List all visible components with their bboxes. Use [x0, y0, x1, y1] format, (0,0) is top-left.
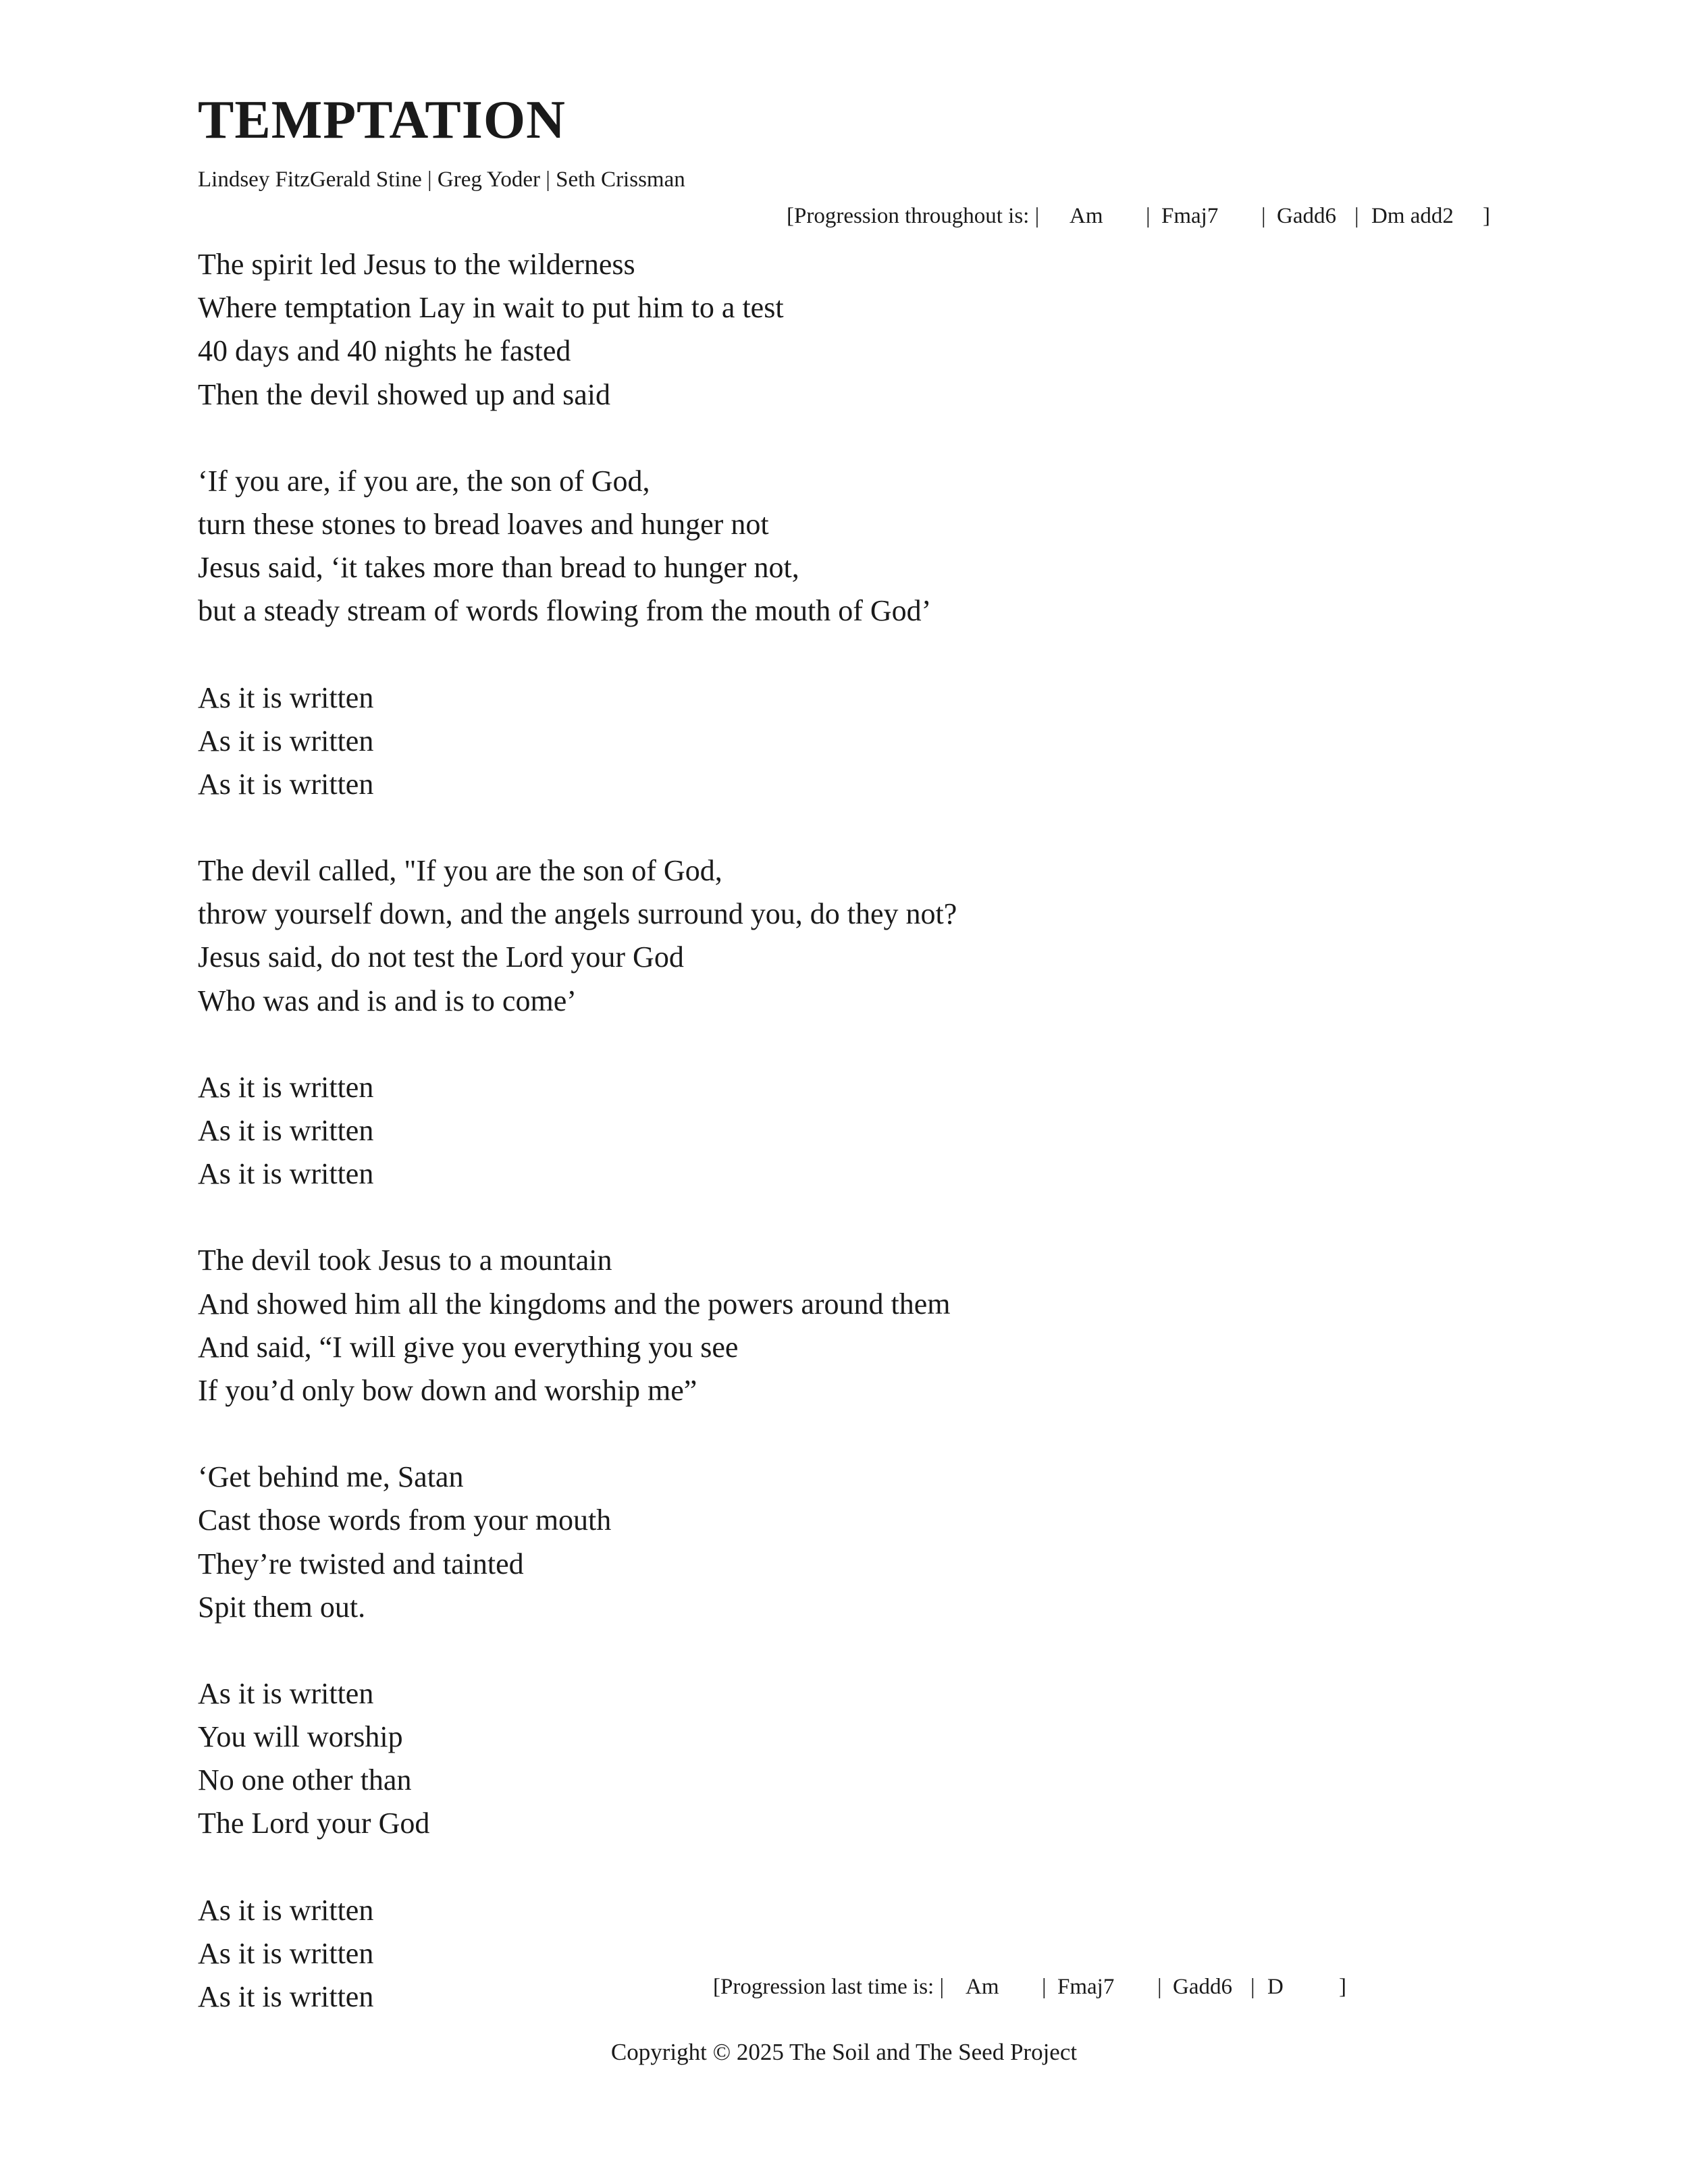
- stanza: [198, 676, 1481, 807]
- lyric-line: The Lord your God: [198, 1807, 430, 1840]
- lyric-line: Where temptation Lay in wait to put him to a test: [198, 291, 784, 325]
- chord-progression-throughout: [0, 205, 1688, 232]
- lyric-line: Spit them out.: [198, 1590, 366, 1624]
- chord: Dm add2: [1371, 204, 1454, 228]
- lyric-line: Jesus said, do not test the Lord your God: [198, 940, 684, 974]
- bracket-close: ]: [1483, 204, 1490, 228]
- song-title: TEMPTATION: [198, 90, 566, 150]
- bracket-close: ]: [1339, 1975, 1346, 1999]
- lyric-line: 40 days and 40 nights he fasted: [198, 334, 571, 368]
- lyric-line: If you’d only bow down and worship me”: [198, 1373, 697, 1407]
- lyric-line: ‘If you are, if you are, the son of God,: [198, 464, 650, 498]
- chord: Am: [966, 1975, 999, 1999]
- lyric-line: As it is written: [198, 1893, 374, 1927]
- chord: D: [1267, 1975, 1284, 1999]
- lyric-line: As it is written: [198, 681, 374, 714]
- lyric-line: And said, “I will give you everything you see: [198, 1330, 739, 1364]
- stanza: [198, 1456, 1481, 1629]
- bar-line: |: [1042, 1975, 1047, 1999]
- lyric-line: ‘Get behind me, Satan: [198, 1460, 464, 1494]
- chord: Gadd6: [1277, 204, 1336, 228]
- lyric-line: Who was and is and is to come’: [198, 984, 577, 1017]
- lyric-line: No one other than: [198, 1763, 412, 1797]
- lyric-line: The devil took Jesus to a mountain: [198, 1244, 612, 1277]
- lyric-line: The spirit led Jesus to the wilderness: [198, 248, 635, 281]
- lyric-line: turn these stones to bread loaves and hunger not: [198, 507, 769, 541]
- bar-line: |: [1354, 204, 1359, 228]
- song-authors: Lindsey FitzGerald Stine | Greg Yoder | Seth Crissman: [198, 167, 685, 192]
- lyric-line: As it is written: [198, 767, 374, 801]
- lyric-line: As it is written: [198, 1070, 374, 1104]
- bar-line: |: [1157, 1975, 1162, 1999]
- lyrics-body: [198, 243, 1481, 2062]
- lyric-line: but a steady stream of words flowing from the mouth of God’: [198, 594, 932, 628]
- chord: Am: [1070, 204, 1103, 228]
- stanza: [198, 849, 1481, 1023]
- lyric-line: Jesus said, ‘it takes more than bread to hunger not,: [198, 551, 799, 585]
- stanza: [198, 460, 1481, 633]
- lyric-line: As it is written: [198, 1157, 374, 1191]
- progression-label: [Progression throughout is: |: [787, 204, 1040, 228]
- chord: Fmaj7: [1161, 204, 1219, 228]
- stanza: [198, 1672, 1481, 1846]
- chord-progression-last-time: [0, 1976, 1688, 2003]
- bar-line: |: [1146, 204, 1151, 228]
- lyric-line: As it is written: [198, 1114, 374, 1147]
- bar-line: |: [1250, 1975, 1255, 1999]
- lyric-line: As it is written: [198, 1936, 374, 1970]
- lyric-line: They’re twisted and tainted: [198, 1547, 524, 1580]
- lyric-line: As it is written: [198, 1676, 374, 1710]
- copyright-notice: Copyright © 2025 The Soil and The Seed Project: [610, 2039, 1078, 2065]
- lyric-line: throw yourself down, and the angels surround you, do they not?: [198, 897, 957, 931]
- stanza: [198, 1066, 1481, 1196]
- stanza: [198, 243, 1481, 417]
- lyric-line: Then the devil showed up and said: [198, 377, 610, 411]
- lyric-line: The devil called, "If you are the son of God,: [198, 854, 722, 888]
- lyric-line: As it is written: [198, 1980, 374, 2013]
- progression-label: [Progression last time is: |: [713, 1975, 945, 1999]
- bar-line: |: [1261, 204, 1266, 228]
- lyric-line: And showed him all the kingdoms and the powers around them: [198, 1287, 951, 1321]
- lyric-line: Cast those words from your mouth: [198, 1503, 612, 1537]
- stanza: [198, 1239, 1481, 1412]
- chord: Gadd6: [1173, 1975, 1232, 1999]
- lyric-line: You will worship: [198, 1720, 403, 1754]
- chord: Fmaj7: [1057, 1975, 1115, 1999]
- lyric-line: As it is written: [198, 724, 374, 757]
